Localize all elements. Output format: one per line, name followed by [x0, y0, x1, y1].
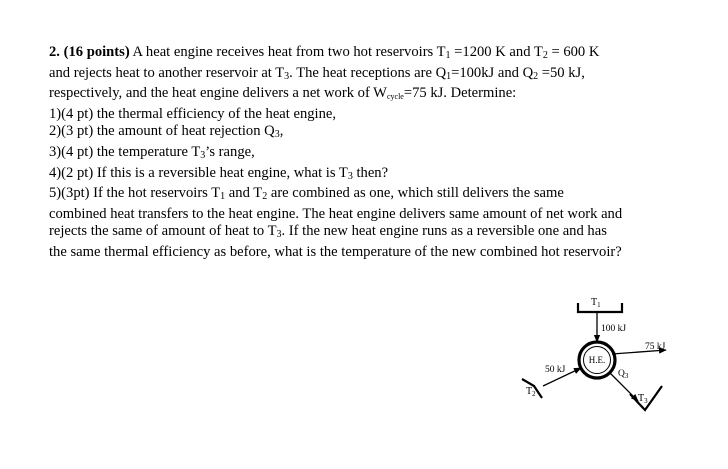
t1-label: $T_1$ [591, 297, 601, 309]
t2-label: $T_2$ [526, 386, 536, 398]
problem-points: (16 points) [63, 44, 130, 60]
t3-label: $T_3$ [638, 393, 648, 405]
question-5-line-2: combined heat transfers to the heat engine. The heat engine delivers same amount of net work and [49, 205, 623, 222]
heat-engine-diagram [500, 290, 700, 440]
problem-line-2 [49, 65, 709, 86]
subscript: 2 [542, 50, 548, 61]
question-4 [49, 165, 709, 186]
problem-text: =100kJ and Q [451, 64, 534, 81]
problem-line-3 [49, 85, 709, 106]
problem-line-1 [49, 44, 709, 65]
problem-text: . If the new heat engine runs as a reversible one and has [281, 223, 607, 240]
subscript: 1 [220, 191, 226, 203]
problem-text: respectively, and the heat engine delivers a net work of W [49, 85, 387, 102]
problem-number: 2. [49, 44, 60, 60]
problem-text: ’s range, [205, 143, 255, 160]
problem-text: and rejects heat to another reservoir at T [49, 64, 285, 81]
problem-text: = 600 K [547, 44, 600, 60]
question-1: 1)(4 pt) the thermal efficiency of the heat engine, [49, 105, 337, 122]
subscript: 1 [445, 50, 451, 61]
problem-text: 2)(3 pt) the amount of heat rejection Q [49, 123, 275, 140]
subscript: 3 [200, 149, 206, 161]
subscript: 1 [446, 70, 452, 82]
problem-text: rejects the same of amount of heat to T [49, 223, 277, 240]
question-2 [49, 123, 709, 144]
problem-text: and T [225, 185, 263, 202]
engine-label: H.E. [588, 355, 606, 365]
q1-label: 100 kJ [601, 324, 627, 334]
problem-text: . The heat receptions are Q [289, 64, 447, 81]
problem-text: 4)(2 pt) If this is a reversible heat engine, what is T [49, 164, 348, 181]
question-3 [49, 144, 709, 165]
problem-text: 3)(4 pt) the temperature T [49, 143, 201, 160]
subscript: 2 [533, 70, 539, 82]
problem-text: are combined as one, which still delivers the same [267, 185, 564, 202]
problem-text: =50 kJ, [538, 64, 585, 81]
problem-text: =75 kJ. Determine: [403, 85, 517, 102]
problem-text: =1200 K and T [450, 44, 543, 60]
subscript: 3 [274, 129, 280, 141]
subscript: cycle [386, 92, 404, 102]
problem-text: , [279, 123, 284, 140]
q3-label: $Q_3$ [618, 369, 629, 380]
subscript: 2 [262, 191, 268, 203]
question-5-line-3 [49, 223, 709, 244]
problem-text: A heat engine receives heat from two hot reservoirs T [129, 44, 446, 60]
subscript: 3 [284, 70, 290, 82]
question-5-line-1 [49, 185, 709, 206]
subscript: 3 [347, 170, 353, 182]
problem-statement [49, 44, 709, 262]
work-label: 75 kJ [645, 342, 666, 352]
subscript: 3 [276, 229, 282, 241]
problem-text: then? [352, 164, 389, 181]
q2-label: 50 kJ [545, 365, 566, 375]
problem-text: 5)(3pt) If the hot reservoirs T [49, 185, 221, 202]
question-5-line-4: the same thermal efficiency as before, what is the temperature of the new combined hot reservoir? [49, 243, 622, 260]
